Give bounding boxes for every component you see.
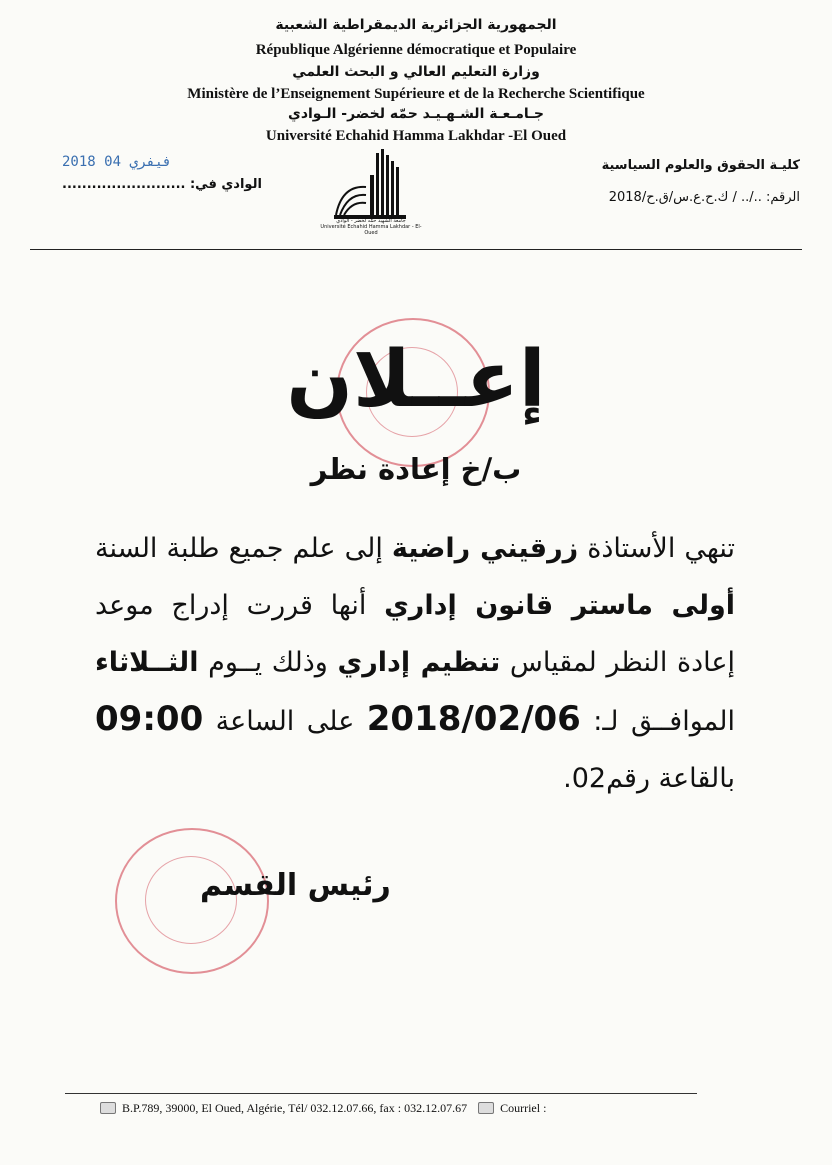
exam-date: 2018/02/06 [366,699,581,739]
exam-time: 09:00 [95,699,204,739]
body-text-2: إلى علم جميع [228,533,392,564]
city-date-line: الوادي في: ......................... [62,177,262,192]
mailbox-icon [100,1102,116,1114]
professor-name: زرقيني راضية [391,533,579,564]
ministry-french: Ministère de l’Enseignement Supérieure et de la Recherche Scientifique [187,86,645,102]
university-french: Université Echahid Hamma Lakhdar -El Oued [265,128,567,144]
body-text-8: على الساعة [203,706,367,737]
footer-address: B.P.789, 39000, El Oued, Algérie, Tél/ 032.12.07.66, fax : 032.12.07.67 [122,1101,468,1115]
department-head-signature: رئيس القسم [200,868,391,903]
ministry-arabic: وزارة التعليم العالي و البحث العلمي [292,64,540,80]
announcement-body [95,520,735,807]
footer-email-label: Courriel : [500,1101,547,1115]
republic-arabic: الجمهورية الجزائرية الديمقراطية الشعبية [275,17,557,33]
body-text-1: تنهي الأستاذة [578,533,736,564]
footer-contact [100,1101,546,1116]
body-text-4: أنها قررت [246,590,385,621]
email-icon [478,1102,494,1114]
university-arabic: جـامـعـة الشـهـيـد حمّه لخضر- الـوادي [287,106,545,122]
subject-name: تنظيم إداري [337,647,501,678]
header-divider [30,249,802,250]
body-text-3: طلبة السنة [95,533,220,564]
logo-caption-arabic: جامعة الشهيد حمّه لخضر - الوادي [336,218,406,224]
day-name: الثــلاثاء [95,647,199,678]
logo-caption [316,218,426,236]
body-text-5: إدراج موعد إعادة النظر لمقياس [95,590,735,678]
program-name: أولى ماستر قانون إداري [384,590,735,621]
logo-caption-french: Université Echahid Hamma Lakhdar - El-Oued [320,224,422,236]
body-text-7: الموافــق لـ: [580,706,735,737]
footer-divider [65,1093,697,1094]
faculty-name: كليـة الحقوق والعلوم السياسية [601,158,800,173]
announcement-title: إعــلان [286,335,546,425]
republic-french: République Algérienne démocratique et Populaire [255,42,577,58]
body-text-6: وذلك يــوم [198,647,338,678]
announcement-subtitle: ب/خ إعادة نظر [310,452,522,486]
body-text-9: بالقاعة رقم02. [563,763,735,794]
received-date-stamp: 2018 فيفري 04 [62,154,172,170]
reference-number: الرقم: ../.. / ك.ح.ع.س/ق.ح/2018 [608,190,800,205]
